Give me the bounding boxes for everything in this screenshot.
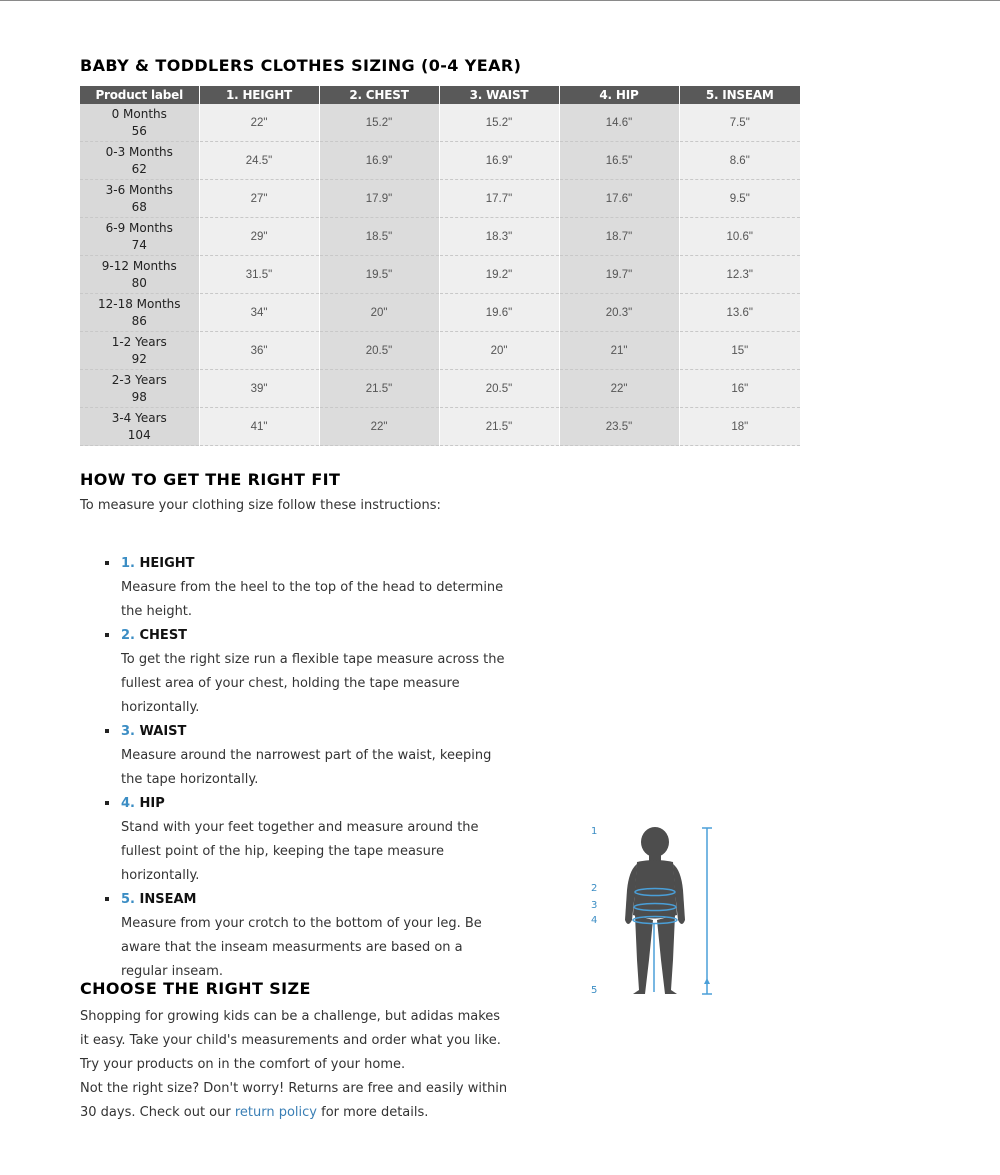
step-description: Measure from your crotch to the bottom of your leg. Be aware that the inseam measurments are based on a regular inseam. [121, 916, 482, 979]
age-label: 3-4 Years [111, 410, 167, 425]
waist-cell: 20.5" [439, 370, 559, 408]
figure-label-1: 1 [591, 826, 598, 837]
header-hip: 4. HIP [559, 86, 679, 104]
height-cell: 34" [199, 294, 319, 332]
row-label-cell [80, 256, 199, 294]
list-item [105, 552, 505, 624]
size-label: 74 [131, 237, 147, 252]
fit-section-title: HOW TO GET THE RIGHT FIT [80, 470, 341, 489]
waist-cell: 21.5" [439, 408, 559, 446]
height-cell: 27" [199, 180, 319, 218]
age-label: 12-18 Months [97, 296, 181, 311]
row-label-cell [80, 294, 199, 332]
page-title: BABY & TODDLERS CLOTHES SIZING (0-4 YEAR) [80, 56, 522, 75]
step-description: Measure from the heel to the top of the head to determine the height. [121, 580, 504, 619]
hip-cell: 14.6" [559, 104, 679, 142]
step-number: 5. [121, 892, 135, 907]
size-label: 98 [131, 389, 147, 404]
waist-cell: 20" [439, 332, 559, 370]
size-label: 80 [131, 275, 147, 290]
hip-cell: 20.3" [559, 294, 679, 332]
chest-cell: 22" [319, 408, 439, 446]
choose-section-title: CHOOSE THE RIGHT SIZE [80, 979, 311, 998]
inseam-cell: 8.6" [679, 142, 800, 180]
step-description: Measure around the narrowest part of the waist, keeping the tape horizontally. [121, 748, 492, 787]
inseam-cell: 7.5" [679, 104, 800, 142]
chest-cell: 21.5" [319, 370, 439, 408]
waist-cell: 15.2" [439, 104, 559, 142]
table-row [80, 218, 800, 256]
inseam-cell: 15" [679, 332, 800, 370]
hip-cell: 19.7" [559, 256, 679, 294]
size-label: 92 [131, 351, 147, 366]
step-name: WAIST [139, 724, 187, 739]
table-row [80, 256, 800, 294]
step-number: 4. [121, 796, 135, 811]
size-chart-table [80, 86, 800, 446]
list-item [105, 720, 505, 792]
chest-cell: 15.2" [319, 104, 439, 142]
height-cell: 41" [199, 408, 319, 446]
row-label-cell [80, 218, 199, 256]
step-number: 1. [121, 556, 135, 571]
measurement-steps-list [105, 552, 505, 984]
waist-cell: 17.7" [439, 180, 559, 218]
hip-cell: 21" [559, 332, 679, 370]
height-cell: 29" [199, 218, 319, 256]
choose-paragraph-1: Shopping for growing kids can be a challenge, but adidas makes it easy. Take your child's measurements and order what you like. Try your products on in the comfort of your home. [80, 1009, 501, 1072]
age-label: 6-9 Months [105, 220, 173, 235]
waist-cell: 19.6" [439, 294, 559, 332]
figure-label-4: 4 [591, 915, 598, 926]
height-cell: 36" [199, 332, 319, 370]
row-label-cell [80, 142, 199, 180]
table-row [80, 370, 800, 408]
hip-cell: 23.5" [559, 408, 679, 446]
size-label: 56 [131, 123, 147, 138]
hip-cell: 22" [559, 370, 679, 408]
row-label-cell [80, 332, 199, 370]
table-row [80, 142, 800, 180]
height-cell: 39" [199, 370, 319, 408]
step-name: HEIGHT [139, 556, 195, 571]
step-name: CHEST [139, 628, 188, 643]
age-label: 0-3 Months [105, 144, 173, 159]
table-row [80, 180, 800, 218]
waist-cell: 18.3" [439, 218, 559, 256]
age-label: 3-6 Months [105, 182, 173, 197]
child-silhouette-icon [585, 820, 725, 1005]
chest-cell: 17.9" [319, 180, 439, 218]
waist-cell: 16.9" [439, 142, 559, 180]
choose-paragraph-2: Not the right size? Don't worry! Returns are free and easily within 30 days. Check out our return policy for more details. [80, 1081, 508, 1120]
table-row [80, 104, 800, 142]
list-item [105, 792, 505, 888]
list-item [105, 888, 505, 984]
size-label: 86 [131, 313, 147, 328]
size-label: 68 [131, 199, 147, 214]
chest-cell: 20" [319, 294, 439, 332]
age-label: 0 Months [111, 106, 167, 121]
inseam-cell: 12.3" [679, 256, 800, 294]
inseam-cell: 16" [679, 370, 800, 408]
hip-cell: 16.5" [559, 142, 679, 180]
row-label-cell [80, 370, 199, 408]
age-label: 1-2 Years [111, 334, 167, 349]
fit-intro: To measure your clothing size follow these instructions: [80, 498, 441, 513]
header-inseam: 5. INSEAM [679, 86, 800, 104]
step-name: HIP [139, 796, 165, 811]
list-item [105, 624, 505, 720]
height-cell: 31.5" [199, 256, 319, 294]
choose-section-body [80, 1005, 510, 1125]
figure-label-2: 2 [591, 883, 598, 894]
figure-label-3: 3 [591, 900, 598, 911]
size-label: 104 [127, 427, 151, 442]
chest-cell: 16.9" [319, 142, 439, 180]
height-cell: 24.5" [199, 142, 319, 180]
age-label: 9-12 Months [101, 258, 177, 273]
inseam-cell: 13.6" [679, 294, 800, 332]
size-label: 62 [131, 161, 147, 176]
age-label: 2-3 Years [111, 372, 167, 387]
header-waist: 3. WAIST [439, 86, 559, 104]
inseam-cell: 10.6" [679, 218, 800, 256]
step-description: Stand with your feet together and measure around the fullest point of the hip, keeping the tape measure horizontally. [121, 820, 479, 883]
chest-cell: 18.5" [319, 218, 439, 256]
header-chest: 2. CHEST [319, 86, 439, 104]
row-label-cell [80, 104, 199, 142]
inseam-cell: 18" [679, 408, 800, 446]
chest-cell: 20.5" [319, 332, 439, 370]
height-cell: 22" [199, 104, 319, 142]
child-measurement-figure-icon [585, 820, 725, 1005]
top-divider [0, 0, 1000, 1]
table-header-row [80, 86, 800, 104]
inseam-cell: 9.5" [679, 180, 800, 218]
table-row [80, 408, 800, 446]
step-description: To get the right size run a flexible tape measure across the fullest area of your chest, holding the tape measure horizontally. [121, 652, 505, 715]
row-label-cell [80, 408, 199, 446]
hip-cell: 18.7" [559, 218, 679, 256]
return-policy-link[interactable]: return policy [234, 1105, 317, 1120]
step-name: INSEAM [139, 892, 197, 907]
table-row [80, 332, 800, 370]
header-height: 1. HEIGHT [199, 86, 319, 104]
header-product-label: Product label [80, 86, 199, 104]
chest-cell: 19.5" [319, 256, 439, 294]
figure-label-5: 5 [591, 985, 598, 996]
step-number: 2. [121, 628, 135, 643]
step-number: 3. [121, 724, 135, 739]
row-label-cell [80, 180, 199, 218]
hip-cell: 17.6" [559, 180, 679, 218]
table-row [80, 294, 800, 332]
waist-cell: 19.2" [439, 256, 559, 294]
